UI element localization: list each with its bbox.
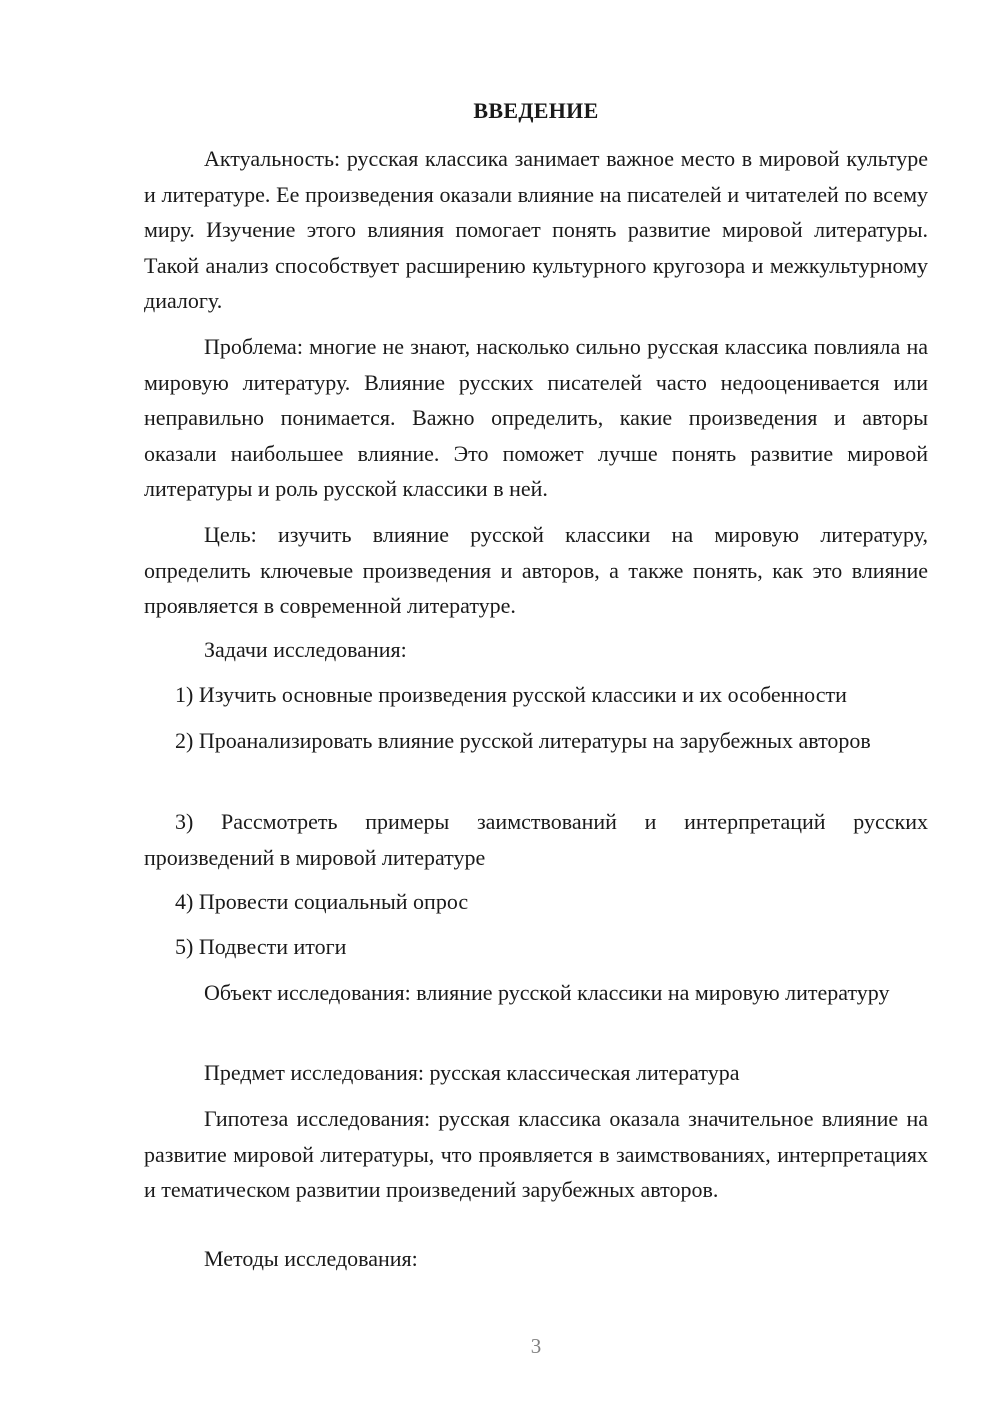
relevance-paragraph: Актуальность: русская классика занимает важное место в мировой культуре и литературе. Ее произведения оказали влияние на писателей и читателей по всему миру. Изучение этого влияния помогает понять развитие мировой литературы. Такой анализ способствует расширению культурного кругозора и межкультурному диалогу. <box>144 146 928 313</box>
hypothesis-paragraph: Гипотеза исследования: русская классика оказала значительное влияние на развитие мировой литературы, что проявляется в заимствованиях, интерпретациях и тематическом развитии произведений зарубежных авторов. <box>144 1106 928 1202</box>
object-paragraph: Объект исследования: влияние русской классики на мировую литературу <box>204 980 890 1005</box>
problem-paragraph: Проблема: многие не знают, насколько сильно русская классика повлияла на мировую литературу. Влияние русских писателей часто недооценивается или неправильно понимается. Важно определить, какие произведения и авторы оказали наибольшее влияние. Это поможет лучше понять развитие мировой литературы и роль русской классики в ней. <box>144 334 928 501</box>
goal-paragraph: Цель: изучить влияние русской классики на мировую литературу, определить ключевые произведения и авторов, а также понять, как это влияние проявляется в современной литературе. <box>144 522 928 618</box>
task-item-1: 1) Изучить основные произведения русской классики и их особенности <box>175 682 847 707</box>
tasks-heading: Задачи исследования: <box>204 637 407 662</box>
task-item-2: 2) Проанализировать влияние русской литературы на зарубежных авторов <box>175 728 871 753</box>
subject-paragraph: Предмет исследования: русская классическая литература <box>204 1060 740 1085</box>
task-item-3: 3) Рассмотреть примеры заимствований и интерпретаций русских произведений в мировой литературе <box>144 809 928 870</box>
methods-heading: Методы исследования: <box>204 1246 418 1271</box>
page-title: ВВЕДЕНИЕ <box>473 98 599 123</box>
page-number: 3 <box>530 1334 542 1358</box>
task-item-5: 5) Подвести итоги <box>175 934 347 959</box>
task-item-4: 4) Провести социальный опрос <box>175 889 469 914</box>
